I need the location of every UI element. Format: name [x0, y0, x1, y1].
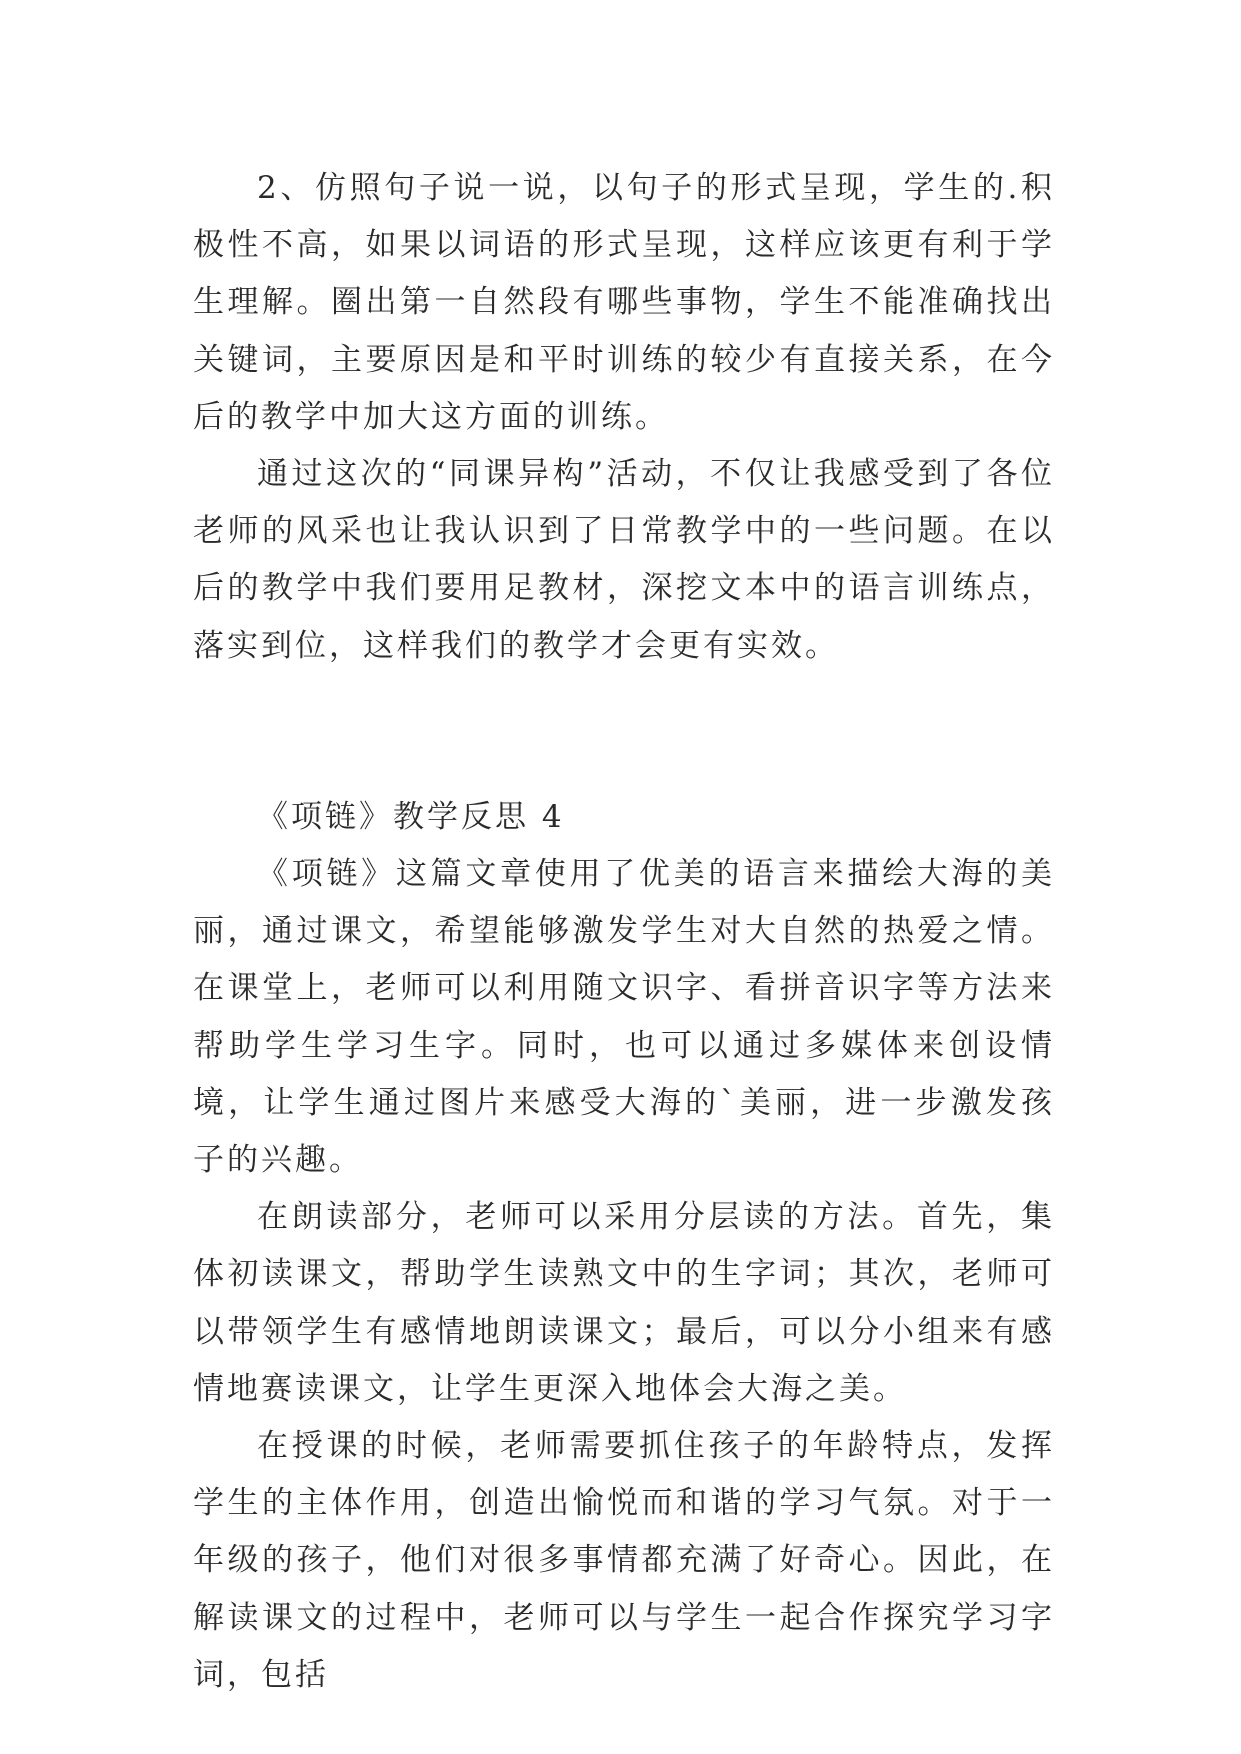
section-heading: 《项链》教学反思 4 [257, 798, 565, 835]
paragraph: 在授课的时候，老师需要抓住孩子的年龄特点，发挥学生的主体作用，创造出愉悦而和谐的学习气氛。对于一年级的孩子，他们对很多事情都充满了好奇心。因此，在解读课文的过程中，老师可以与学生一起合作探究学习字词，包括 [193, 1428, 1055, 1693]
paragraph: 在朗读部分，老师可以采用分层读的方法。首先，集体初读课文，帮助学生读熟文中的生字词；其次，老师可以带领学生有感情地朗读课文；最后，可以分小组来有感情地赛读课文，让学生更深入地体会大海之美。 [193, 1199, 1055, 1407]
section-spacer [193, 675, 1055, 789]
paragraph: 通过这次的“同课异构”活动，不仅让我感受到了各位老师的风采也让我认识到了日常教学中的一些问题。在以后的教学中我们要用足教材，深挖文本中的语言训练点，落实到位，这样我们的教学才会更有实效。 [193, 456, 1055, 664]
paragraph: 《项链》这篇文章使用了优美的语言来描绘大海的美丽，通过课文，希望能够激发学生对大自然的热爱之情。在课堂上，老师可以利用随文识字、看拼音识字等方法来帮助学生学习生字。同时，也可以通过多媒体来创设情境，让学生通过图片来感受大海的`美丽，进一步激发孩子的兴趣。 [193, 856, 1055, 1179]
document-body [193, 160, 1055, 1704]
paragraph: 2、仿照句子说一说，以句子的形式呈现，学生的.积极性不高，如果以词语的形式呈现，这样应该更有利于学生理解。圈出第一自然段有哪些事物，学生不能准确找出关键词，主要原因是和平时训练的较少有直接关系，在今后的教学中加大这方面的训练。 [193, 170, 1055, 435]
